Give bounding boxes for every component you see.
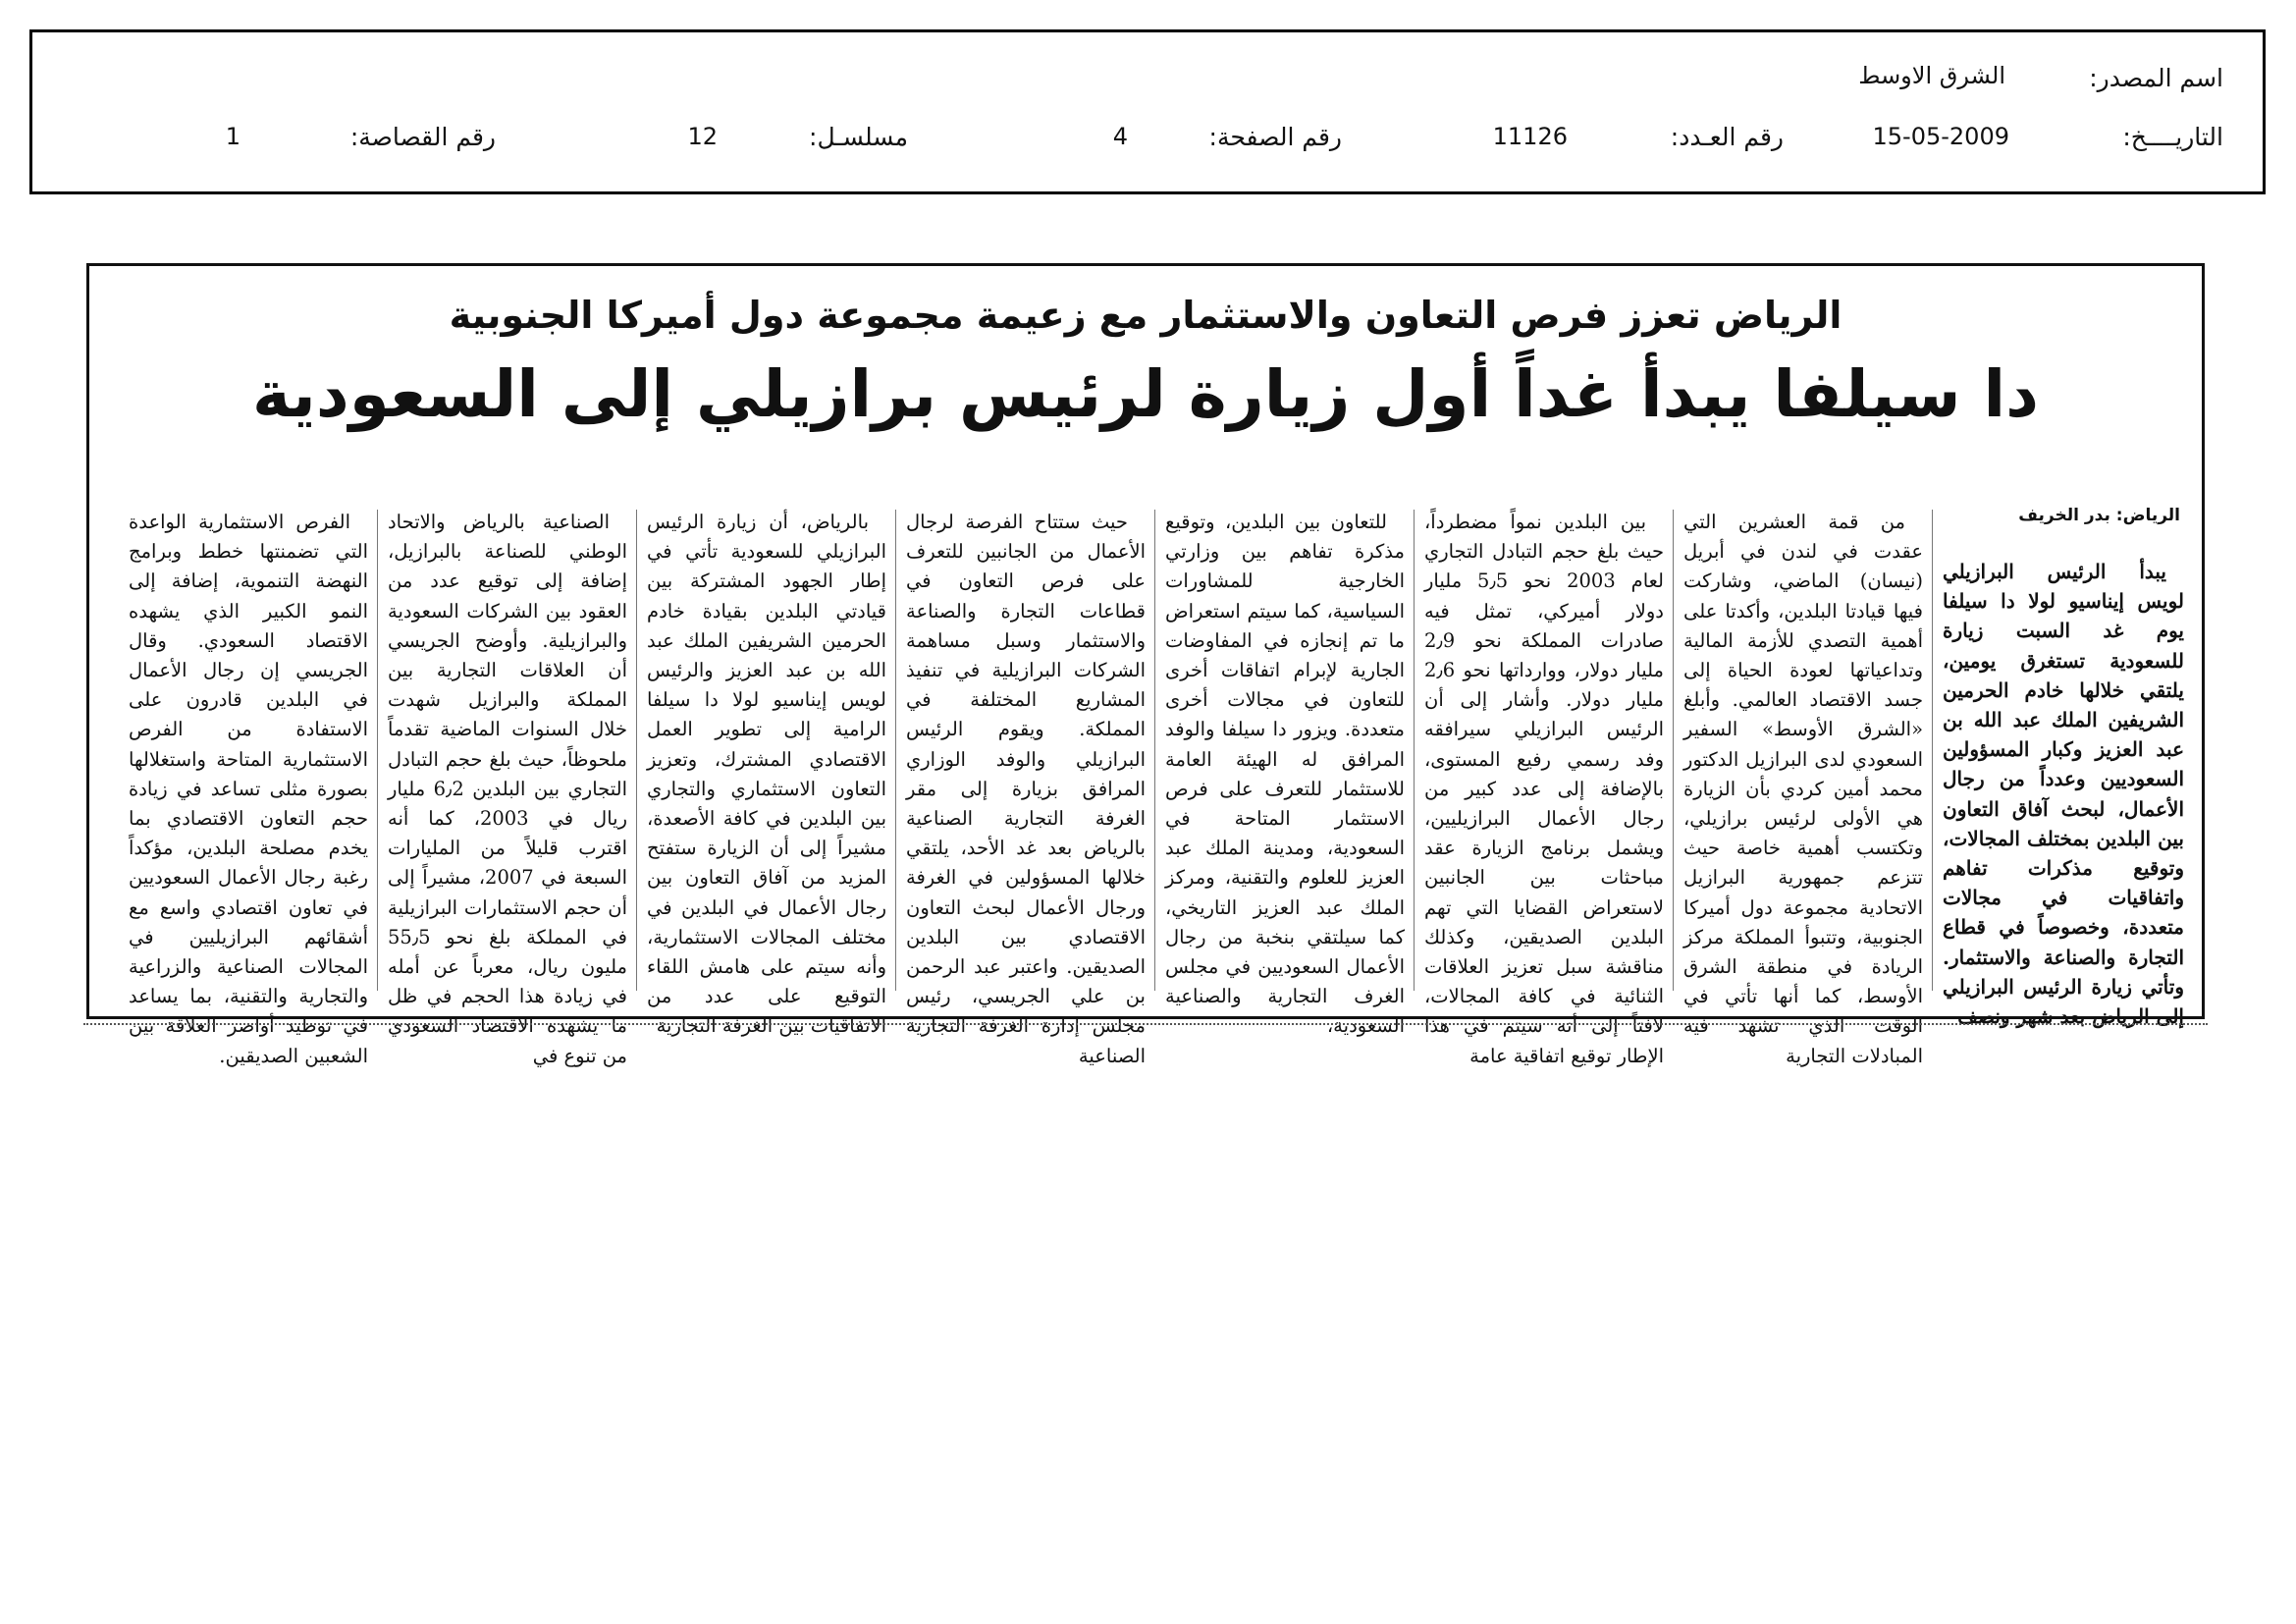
article-column-3: [1424, 508, 1664, 1067]
article-column-5: [906, 508, 1146, 1067]
clip-number-value: 1: [225, 123, 240, 150]
article-column-1: [1943, 557, 2184, 1040]
issue-label: رقم العـدد:: [1670, 123, 1784, 151]
column-divider: [1932, 510, 1933, 991]
column-text: الفرص الاستثمارية الواعدة التي تضمنتها خطط وبرامج النهضة التنموية، إضافة إلى النمو الكبير الذي يشهده الاقتصاد السعودي. وقال الجريسي إن رجال الأعمال في البلدين قادرون على الاستفادة من الفرص الاستثمارية المتاحة واستغلالها بصورة مثلى تساعد في زيادة حجم التعاون الاقتصادي بما يخدم مصلحة البلدين، مؤكداً رغبة رجال الأعمال السعوديين في تعاون اقتصادي واسع مع أشقائهم البرازيليين في المجالات الصناعية والزراعية والتجارية والتقنية، بما يساعد في توطيد أواصر العلاقة بين الشعبين الصديقين.: [129, 511, 368, 1067]
column-divider: [377, 510, 378, 991]
column-text: بالرياض، أن زيارة الرئيس البرازيلي للسعودية تأتي في إطار الجهود المشتركة بين قيادتي البلدين بقيادة خادم الحرمين الشريفين الملك عبد الله بن عبد العزيز والرئيس لويس إيناسيو لولا دا سيلفا الرامية إلى تطوير العمل الاقتصادي المشترك، وتعزيز التعاون الاستثماري والتجاري بين البلدين في كافة الأصعدة، مشيراً إلى أن الزيارة ستفتح المزيد من آفاق التعاون بين رجال الأعمال في البلدين في مختلف المجالات الاستثمارية، وأنه سيتم على هامش اللقاء التوقيع على عدد من الاتفاقيات بين الغرفة التجارية: [647, 511, 886, 1038]
column-text: للتعاون بين البلدين، وتوقيع مذكرة تفاهم بين وزارتي الخارجية للمشاورات السياسية، كما سيتم استعراض ما تم إنجازه في المفاوضات الجارية لإبرام اتفاقات أخرى للتعاون في مجالات أخرى متعددة. ويزور دا سيلفا والوفد المرافق له الهيئة العامة للاستثمار للتعرف على فرص الاستثمار المتاحة في السعودية، ومدينة الملك عبد العزيز للعلوم والتقنية، ومركز الملك عبد العزيز التاريخي، كما سيلتقي بنخبة من رجال الأعمال السعوديين في مجلس الغرف التجارية والصناعية السعودية،: [1165, 511, 1405, 1038]
serial-label: مسلسـل:: [809, 123, 908, 151]
date-value: 15-05-2009: [1872, 123, 2009, 150]
column-divider: [1154, 510, 1155, 991]
article-column-6: [647, 508, 886, 1038]
column-divider: [1673, 510, 1674, 991]
serial-value: 12: [687, 123, 718, 150]
source-label: اسم المصدر:: [2089, 64, 2223, 92]
column-text: يبدأ الرئيس البرازيلي لويس إيناسيو لولا دا سيلفا يوم غد السبت زيارة للسعودية تستغرق يومين، يلتقي خلالها خادم الحرمين الشريفين الملك عبد الله بن عبد العزيز وكبار المسؤولين السعوديين وعدداً من رجال الأعمال، لبحث آفاق التعاون بين البلدين بمختلف المجالات، وتوقيع مذكرات تفاهم واتفاقيات في مجالات متعددة، وخصوصاً في قطاع التجارة والصناعة والاستثمار. وتأتي زيارة الرئيس البرازيلي إلى الرياض بعد شهر ونصف: [1943, 560, 2184, 1029]
page-label: رقم الصفحة:: [1208, 123, 1342, 151]
column-text: بين البلدين نمواً مضطرداً، حيث بلغ حجم التبادل التجاري لعام 2003 نحو 5٫5 مليار دولار أميركي، تمثل فيه صادرات المملكة نحو 2٫9 مليار دولار، ووارداتها نحو 2٫6 مليار دولار. وأشار إلى أن الرئيس البرازيلي سيرافقه وفد رسمي رفيع المستوى، بالإضافة إلى عدد كبير من رجال الأعمال البرازيليين، ويشمل برنامج الزيارة عقد مباحثات بين الجانبين لاستعراض القضايا التي تهم البلدين الصديقين، وكذلك مناقشة سبل تعزيز العلاقات الثنائية في كافة المجالات، لافتاً إلى أنه سيتم في هذا الإطار توقيع اتفاقية عامة: [1424, 511, 1664, 1067]
article-kicker: الرياض تعزز فرص التعاون والاستثمار مع زعيمة مجموعة دول أميركا الجنوبية: [449, 294, 1842, 337]
page-value: 4: [1112, 123, 1128, 150]
issue-value: 11126: [1492, 123, 1568, 150]
source-value: الشرق الاوسط: [1858, 62, 2005, 89]
article-column-8: [129, 508, 368, 1067]
clipping-metadata-box: [29, 29, 2266, 194]
column-text: حيث ستتاح الفرصة لرجال الأعمال من الجانبين للتعرف على فرص التعاون في قطاعات التجارة والصناعة والاستثمار وسبل مساهمة الشركات البرازيلية في تنفيذ المشاريع المختلفة في المملكة. ويقوم الرئيس البرازيلي والوفد الوزاري المرافق بزيارة إلى مقر الغرفة التجارية الصناعية بالرياض بعد غد الأحد، يلتقي خلالها المسؤولين في الغرفة ورجال الأعمال لبحث التعاون الاقتصادي بين البلدين الصديقين. واعتبر عبد الرحمن بن علي الجريسي، رئيس مجلس إدارة الغرفة التجارية الصناعية: [906, 511, 1146, 1067]
article-byline: الرياض: بدر الخريف: [2018, 506, 2180, 525]
date-label: التاريــــخ:: [2122, 123, 2223, 151]
article-headline: دا سيلفا يبدأ غداً أول زيارة لرئيس برازيلي إلى السعودية: [252, 356, 2039, 432]
column-text: من قمة العشرين التي عقدت في لندن في أبريل (نيسان) الماضي، وشاركت فيها قيادتا البلدين، وأكدتا على أهمية التصدي للأزمة المالية وتداعياتها لعودة الحياة إلى جسد الاقتصاد العالمي. وأبلغ «الشرق الأوسط» السفير السعودي لدى البرازيل الدكتور محمد أمين كردي بأن الزيارة هي الأولى لرئيس برازيلي، وتكتسب أهمية خاصة حيث تتزعم جمهورية البرازيل الاتحادية مجموعة دول أميركا الجنوبية، وتتبوأ المملكة مركز الريادة في منطقة الشرق الأوسط، كما أنها تأتي في الوقت الذي تشهد فيه المبادلات التجارية: [1683, 511, 1923, 1067]
column-divider: [895, 510, 896, 991]
article-column-2: [1683, 508, 1923, 1067]
article-column-7: [388, 508, 627, 1067]
clip-number-label: رقم القصاصة:: [349, 123, 496, 151]
column-divider: [636, 510, 637, 991]
article-column-4: [1165, 508, 1405, 1038]
newspaper-clipping: [86, 263, 2205, 1067]
column-divider: [1414, 510, 1415, 991]
column-text: الصناعية بالرياض والاتحاد الوطني للصناعة بالبرازيل، إضافة إلى توقيع عدد من العقود بين الشركات السعودية والبرازيلية. وأوضح الجريسي أن العلاقات التجارية بين المملكة والبرازيل شهدت خلال السنوات الماضية تقدماً ملحوظاً، حيث بلغ حجم التبادل التجاري بين البلدين 6٫2 مليار ريال في 2003، كما أنه اقترب قليلاً من المليارات السبعة في 2007، مشيراً إلى أن حجم الاستثمارات البرازيلية في المملكة بلغ نحو 55٫5 مليون ريال، معرباً عن أمله في زيادة هذا الحجم في ظل ما يشهده الاقتصاد السعودي من تنوع في: [388, 511, 627, 1067]
